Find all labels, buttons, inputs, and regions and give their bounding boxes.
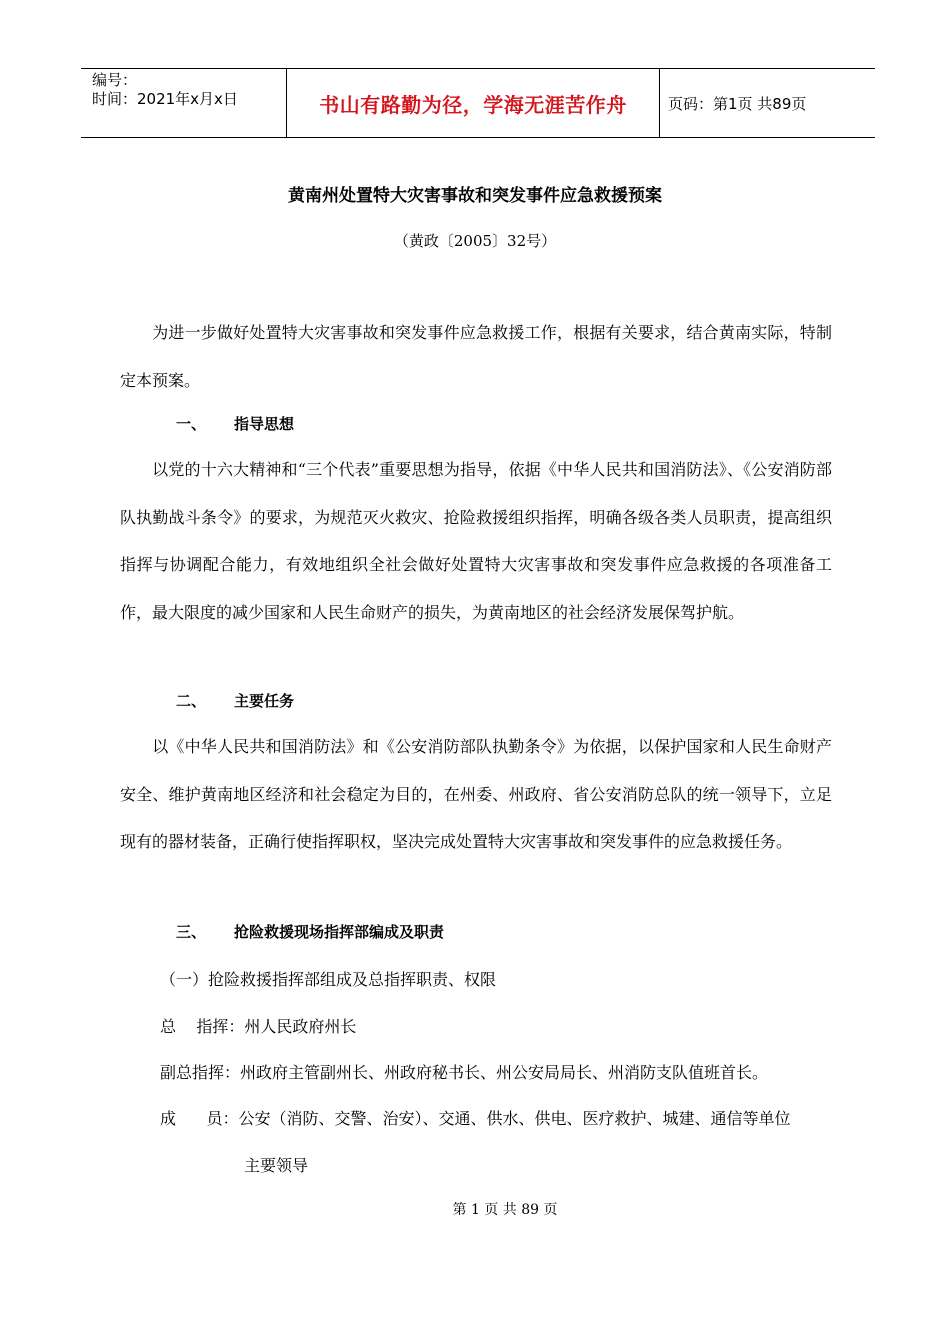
section-heading-2 — [176, 690, 294, 711]
section-title: 主要任务 — [234, 692, 295, 710]
section-number: 三、 — [176, 923, 207, 941]
document-title: 黄南州处置特大灾害事故和突发事件应急救援预案 — [288, 186, 662, 206]
role-deputy: 副总指挥：州政府主管副州长、州政府秘书长、州公安局局长、州消防支队值班首长。 — [160, 1063, 769, 1082]
role-members: 成 员：公安（消防、交警、治安）、交通、供水、供电、医疗救护、城建、通信等单位 — [160, 1109, 791, 1128]
sub-heading: （一）抢险救援指挥部组成及总指挥职责、权限 — [160, 970, 497, 989]
document-header — [81, 68, 875, 138]
document-subtitle: （黄政〔2005〕32号） — [393, 232, 557, 250]
header-motto: 书山有路勤为径，学海无涯苦作舟 — [286, 69, 660, 137]
intro-text: 为进一步做好处置特大灾害事故和突发事件应急救援工作，根据有关要求，结合黄南实际，特制定本预案。 — [120, 323, 832, 390]
role-members-continued: 主要领导 — [244, 1156, 309, 1175]
section-number: 二、 — [176, 692, 207, 710]
section-title: 抢险救援现场指挥部编成及职责 — [234, 923, 445, 941]
time-label: 时间：2021年x月x日 — [92, 90, 238, 108]
section-text: 以党的十六大精神和“三个代表”重要思想为指导，依据《中华人民共和国消防法》、《公安消防部队执勤战斗条令》的要求，为规范灭火救灾、抢险救援组织指挥，明确各级各类人员职责，提高组织指挥与协调配合能力，有效地组织全社会做好处置特大灾害事故和突发事件应急救援的各项准备工作，最大限度的减少国家和人民生命财产的损失，为黄南地区的社会经济发展保驾护航。 — [120, 460, 832, 622]
header-meta — [81, 69, 286, 137]
section-paragraph-2 — [120, 723, 832, 866]
header-page-label: 页码：第1页 共89页 — [668, 94, 807, 113]
section-title: 指导思想 — [234, 415, 295, 433]
serial-label: 编号： — [92, 71, 138, 89]
section-heading-3 — [176, 921, 444, 942]
section-text: 以《中华人民共和国消防法》和《公安消防部队执勤条令》为依据，以保护国家和人民生命财产安全、维护黄南地区经济和社会稳定为目的，在州委、州政府、省公安消防总队的统一领导下，立足现有的器材装备，正确行使指挥职权，坚决完成处置特大灾害事故和突发事件的应急救援任务。 — [120, 737, 832, 851]
page-footer: 第 1 页 共 89 页 — [452, 1202, 558, 1218]
section-number: 一、 — [176, 415, 207, 433]
section-paragraph-1 — [120, 446, 832, 636]
role-commander: 总 指挥：州人民政府州长 — [160, 1017, 357, 1036]
section-heading-1 — [176, 413, 294, 434]
intro-paragraph — [120, 309, 832, 404]
